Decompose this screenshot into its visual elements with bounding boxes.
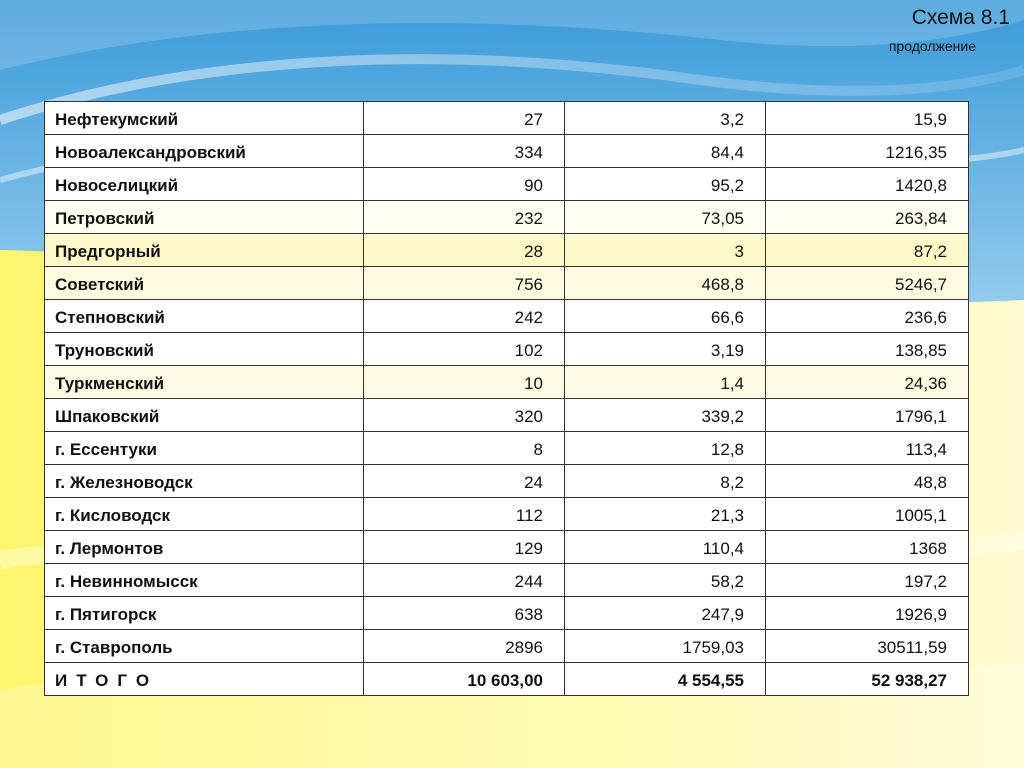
value-cell-2: 12,8 <box>565 432 766 465</box>
value-cell-3: 138,85 <box>766 333 969 366</box>
value-cell-2: 1,4 <box>565 366 766 399</box>
row-name-cell: г. Железноводск <box>45 465 364 498</box>
table-row <box>45 135 969 168</box>
table-row <box>45 564 969 597</box>
value-cell-3: 1420,8 <box>766 168 969 201</box>
value-cell-1: 242 <box>364 300 565 333</box>
value-cell-1: 27 <box>364 102 565 135</box>
row-name-cell: Труновский <box>45 333 364 366</box>
value-cell-2: 3 <box>565 234 766 267</box>
slide-title: Схема 8.1 <box>911 6 1010 29</box>
row-name-cell: Советский <box>45 267 364 300</box>
table-row <box>45 465 969 498</box>
slide-subtitle: продолжение <box>888 38 976 54</box>
row-name-cell: г. Невинномысск <box>45 564 364 597</box>
total-value-cell-1: 10 603,00 <box>364 663 565 696</box>
value-cell-1: 638 <box>364 597 565 630</box>
value-cell-3: 113,4 <box>766 432 969 465</box>
total-value-cell-2: 4 554,55 <box>565 663 766 696</box>
table-row <box>45 399 969 432</box>
value-cell-2: 110,4 <box>565 531 766 564</box>
value-cell-1: 232 <box>364 201 565 234</box>
data-table <box>44 101 969 696</box>
total-row <box>45 663 969 696</box>
value-cell-1: 8 <box>364 432 565 465</box>
row-name-cell: г. Ставрополь <box>45 630 364 663</box>
value-cell-3: 197,2 <box>766 564 969 597</box>
table-row <box>45 234 969 267</box>
value-cell-3: 1216,35 <box>766 135 969 168</box>
data-table-body <box>45 102 969 696</box>
value-cell-3: 48,8 <box>766 465 969 498</box>
table-row <box>45 300 969 333</box>
row-name-cell: Петровский <box>45 201 364 234</box>
table-row <box>45 102 969 135</box>
value-cell-2: 95,2 <box>565 168 766 201</box>
value-cell-2: 58,2 <box>565 564 766 597</box>
value-cell-3: 1368 <box>766 531 969 564</box>
row-name-cell: Нефтекумский <box>45 102 364 135</box>
table-row <box>45 432 969 465</box>
value-cell-3: 1005,1 <box>766 498 969 531</box>
value-cell-2: 8,2 <box>565 465 766 498</box>
row-name-cell: г. Пятигорск <box>45 597 364 630</box>
value-cell-2: 339,2 <box>565 399 766 432</box>
row-name-cell: г. Лермонтов <box>45 531 364 564</box>
value-cell-2: 3,2 <box>565 102 766 135</box>
table-row <box>45 597 969 630</box>
table-row <box>45 333 969 366</box>
value-cell-3: 30511,59 <box>766 630 969 663</box>
table-row <box>45 168 969 201</box>
value-cell-2: 66,6 <box>565 300 766 333</box>
value-cell-1: 102 <box>364 333 565 366</box>
value-cell-1: 244 <box>364 564 565 597</box>
value-cell-1: 756 <box>364 267 565 300</box>
total-value-cell-3: 52 938,27 <box>766 663 969 696</box>
value-cell-3: 1926,9 <box>766 597 969 630</box>
table-row <box>45 498 969 531</box>
value-cell-3: 87,2 <box>766 234 969 267</box>
value-cell-2: 468,8 <box>565 267 766 300</box>
row-name-cell: Предгорный <box>45 234 364 267</box>
row-name-cell: Новоалександровский <box>45 135 364 168</box>
value-cell-1: 10 <box>364 366 565 399</box>
table-row <box>45 366 969 399</box>
total-label-cell: ИТОГО <box>45 663 364 696</box>
row-name-cell: Новоселицкий <box>45 168 364 201</box>
table-row <box>45 630 969 663</box>
value-cell-3: 1796,1 <box>766 399 969 432</box>
value-cell-3: 263,84 <box>766 201 969 234</box>
value-cell-2: 3,19 <box>565 333 766 366</box>
value-cell-2: 84,4 <box>565 135 766 168</box>
value-cell-2: 247,9 <box>565 597 766 630</box>
value-cell-1: 129 <box>364 531 565 564</box>
table-row <box>45 531 969 564</box>
value-cell-1: 24 <box>364 465 565 498</box>
value-cell-2: 1759,03 <box>565 630 766 663</box>
row-name-cell: Туркменский <box>45 366 364 399</box>
row-name-cell: Шпаковский <box>45 399 364 432</box>
value-cell-1: 2896 <box>364 630 565 663</box>
table-row <box>45 201 969 234</box>
value-cell-1: 320 <box>364 399 565 432</box>
value-cell-3: 24,36 <box>766 366 969 399</box>
value-cell-1: 90 <box>364 168 565 201</box>
value-cell-2: 21,3 <box>565 498 766 531</box>
row-name-cell: г. Кисловодск <box>45 498 364 531</box>
value-cell-3: 5246,7 <box>766 267 969 300</box>
value-cell-3: 236,6 <box>766 300 969 333</box>
value-cell-3: 15,9 <box>766 102 969 135</box>
value-cell-1: 334 <box>364 135 565 168</box>
row-name-cell: г. Ессентуки <box>45 432 364 465</box>
value-cell-2: 73,05 <box>565 201 766 234</box>
row-name-cell: Степновский <box>45 300 364 333</box>
value-cell-1: 28 <box>364 234 565 267</box>
value-cell-1: 112 <box>364 498 565 531</box>
table-row <box>45 267 969 300</box>
